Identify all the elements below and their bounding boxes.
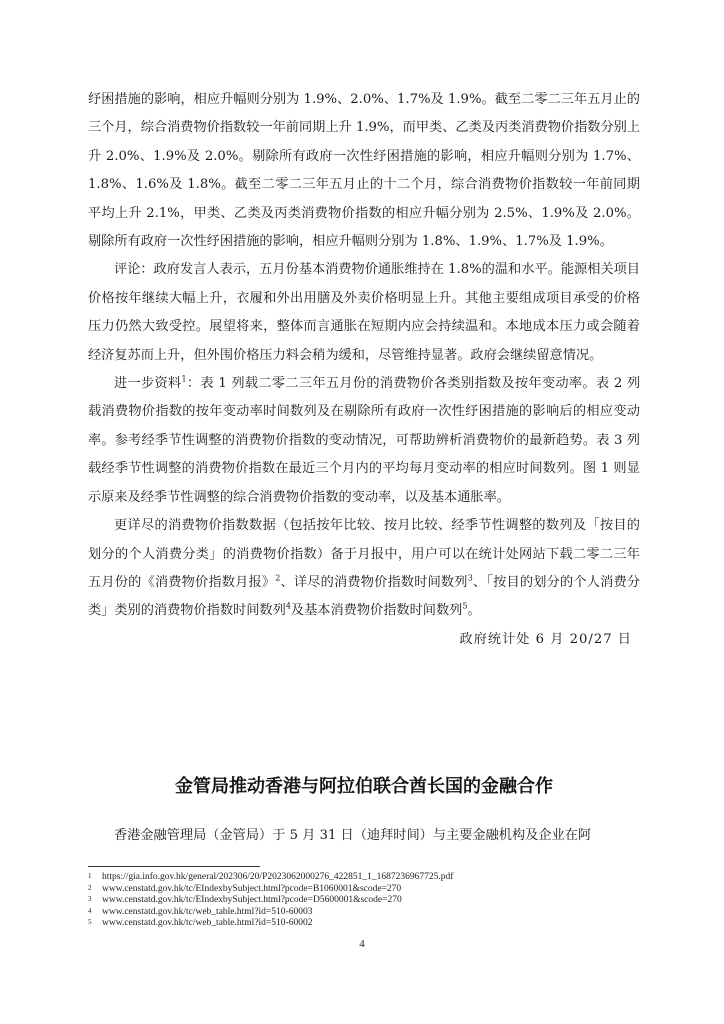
further-info-text: ：表 1 列载二零二三年五月份的消费物价各类别指数及按年变动率。表 2 列载消费物价指数的按年变动率时间数列及在剔除所有政府一次性纾困措施的影响后的相应变动率。参考经季节性调整的消费物价指数的变动情况，可帮助辨析消费物价的最新趋势。表 3 列载经季节性调整的消费物价指数在最近三个月内的平均每月变动率的相应时间数列。图 1 则显示原来及经季节性调整的综合消费物价指数的变动率，以及基本通胀率。 xyxy=(88,376,641,505)
footnote-mark: 5 xyxy=(88,918,92,927)
footnote-ref-2: 2 xyxy=(275,573,281,583)
footnote-mark: 1 xyxy=(88,872,92,880)
footnote-link[interactable]: www.censtatd.gov.hk/tc/EIndexbySubject.html?pcode=B1060001&scode=270 xyxy=(102,883,402,894)
detailed-data-text-a: 更详尽的消费物价指数数据（包括按年比较、按月比较、经季节性调整的数列及「按目的划分的个人消费分类」的消费物价指数）备于月报中，用户可以在统计处网站下载二零二三年五月份的《消费物价指数月报》 xyxy=(88,518,640,590)
page-number: 4 xyxy=(359,938,365,950)
footnotes xyxy=(88,872,648,930)
footnote-link[interactable]: www.censtatd.gov.hk/tc/web_table.html?id=510-60003 xyxy=(102,906,313,917)
paragraph-detailed-data xyxy=(88,512,640,626)
footnote-4 xyxy=(88,907,648,919)
paragraph-further-info xyxy=(88,370,640,512)
footnote-3 xyxy=(88,895,648,907)
footnote-5 xyxy=(88,918,648,930)
paragraph-hkma-intro: 香港金融管理局（金管局）于 5 月 31 日（迪拜时间）与主要金融机构及企业在阿 xyxy=(114,828,592,843)
footnote-link[interactable]: www.censtatd.gov.hk/tc/web_table.html?id=510-60002 xyxy=(102,918,313,929)
section-heading: 金管局推动香港与阿拉伯联合酋长国的金融合作 xyxy=(175,776,553,797)
section-body xyxy=(88,822,640,850)
detailed-data-text-d: 及基本消费物价指数时间数列 xyxy=(290,603,463,619)
footnote-link[interactable]: https://gia.info.gov.hk/general/202306/20/P2023062000276_422851_1_1687236967725.pdf xyxy=(102,872,454,882)
paragraph-cpi-figures: 纾困措施的影响，相应升幅则分别为 1.9%、2.0%、1.7%及 1.9%。截至二零二三年五月止的三个月，综合消费物价指数较一年前同期上升 1.9%，而甲类、乙类及丙类消费物价指数分别上升 2.0%、1.9%及 2.0%。剔除所有政府一次性纾困措施的影响，相应升幅则分别为 1.7%、1.8%、1.6%及 1.8%。截至二零二三年五月止的十二个月，综合消费物价指数较一年前同期平均上升 2.1%，甲类、乙类及丙类消费物价指数的相应升幅分别为 2.5%、1.9%及 2.0%。剔除所有政府一次性纾困措施的影响，相应升幅则分别为 1.8%、1.9%、1.7%及 1.9%。 xyxy=(88,92,641,250)
footnote-ref-4: 4 xyxy=(285,601,291,611)
footnote-mark: 2 xyxy=(88,883,92,892)
footnote-ref-1: 1 xyxy=(181,374,187,384)
footnote-divider xyxy=(88,866,260,867)
paragraph-commentary: 评论：政府发言人表示，五月份基本消费物价通胀维持在 1.8%的温和水平。能源相关项目价格按年继续大幅上升，衣履和外出用膳及外卖价格明显上升。其他主要组成项目承受的价格压力仍然大致受控。展望将来，整体而言通胀在短期内应会持续温和。本地成本压力或会随着经济复苏而上升，但外围价格压力料会稍为缓和，尽管维持显著。政府会继续留意情况。 xyxy=(88,262,640,363)
footnote-mark: 3 xyxy=(88,895,92,904)
footnote-mark: 4 xyxy=(88,906,92,915)
footnote-2 xyxy=(88,884,648,896)
footnote-ref-5: 5 xyxy=(462,601,468,611)
detailed-data-text-e: 。 xyxy=(467,603,481,619)
signature-line: 政府统计处 6 月 20/27 日 xyxy=(459,631,632,647)
footnote-ref-3: 3 xyxy=(467,573,473,583)
footnote-1 xyxy=(88,872,648,884)
detailed-data-text-b: 、详尽的消费物价指数时间数列 xyxy=(280,574,468,590)
body-text xyxy=(88,86,640,654)
further-info-label: 进一步资料 xyxy=(114,376,182,392)
detailed-data-text-c: 、「按目的划分的个人消费分类」类别的消费物价指数时间数列 xyxy=(88,574,641,619)
footnote-link[interactable]: www.censtatd.gov.hk/tc/EIndexbySubject.html?pcode=D5600001&scode=270 xyxy=(102,895,402,906)
